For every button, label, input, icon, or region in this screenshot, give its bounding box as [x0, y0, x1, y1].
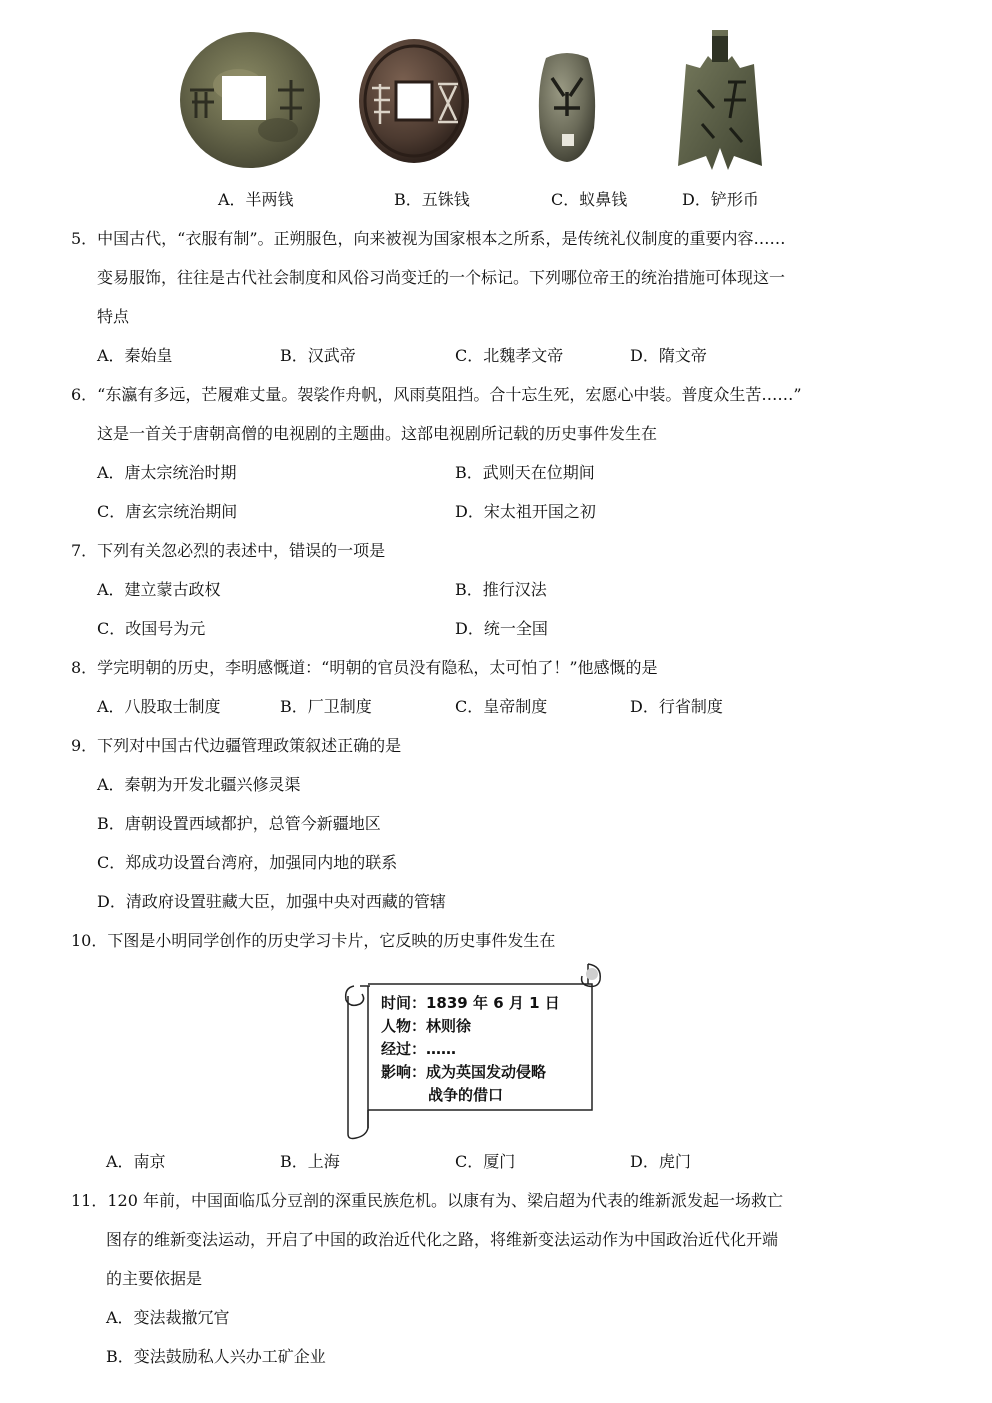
q7-stem-line1: 7．下列有关忽必烈的表述中，错误的一项是 — [71, 541, 386, 560]
spade-coin-image — [672, 28, 768, 172]
card-process: 经过：…… — [381, 1040, 457, 1058]
coin-option-b: B．五铢钱 — [394, 190, 470, 209]
q5-option-d: D．隋文帝 — [630, 346, 707, 365]
q10-option-d: D．虎门 — [630, 1152, 691, 1171]
banliang-coin-image — [178, 30, 322, 170]
q10-option-a: A．南京 — [106, 1152, 166, 1171]
yibi-coin-image — [536, 48, 598, 164]
q8-option-c: C．皇帝制度 — [455, 697, 548, 716]
q6-option-a: A．唐太宗统治时期 — [97, 463, 237, 482]
q8-option-a: A．八股取士制度 — [97, 697, 221, 716]
q8-option-b: B．厂卫制度 — [280, 697, 372, 716]
q7-option-d: D．统一全国 — [455, 619, 548, 638]
q5-option-b: B．汉武帝 — [280, 346, 356, 365]
q5-stem-line3: 特点 — [97, 307, 130, 326]
card-impact-line1: 影响：成为英国发动侵略 — [381, 1063, 547, 1081]
q5-option-c: C．北魏孝文帝 — [455, 346, 564, 365]
q10-stem-line1: 10．下图是小明同学创作的历史学习卡片，它反映的历史事件发生在 — [71, 931, 556, 950]
q5-stem-line1: 5．中国古代，“衣服有制”。正朔服色，向来被视为国家根本之所系，是传统礼仪制度的重要内容…… — [71, 229, 786, 248]
q6-stem-line2: 这是一首关于唐朝高僧的电视剧的主题曲。这部电视剧所记载的历史事件发生在 — [97, 424, 658, 443]
coin-option-d: D．铲形币 — [682, 190, 759, 209]
q8-option-d: D．行省制度 — [630, 697, 723, 716]
q5-stem-line2: 变易服饰，往往是古代社会制度和风俗习尚变迁的一个标记。下列哪位帝王的统治措施可体现这一 — [97, 268, 786, 287]
coin-option-c: C．蚁鼻钱 — [551, 190, 628, 209]
coin-option-a: A．半两钱 — [218, 190, 294, 209]
card-person: 人物：林则徐 — [381, 1017, 472, 1035]
q9-stem-line1: 9．下列对中国古代边疆管理政策叙述正确的是 — [71, 736, 402, 755]
q7-option-a: A．建立蒙古政权 — [97, 580, 221, 599]
q5-option-a: A．秦始皇 — [97, 346, 173, 365]
card-impact-line2: 战争的借口 — [428, 1086, 504, 1104]
q11-option-b: B．变法鼓励私人兴办工矿企业 — [106, 1347, 326, 1366]
q10-option-c: C．厦门 — [455, 1152, 516, 1171]
q10-option-b: B．上海 — [280, 1152, 340, 1171]
q8-stem-line1: 8．学完明朝的历史，李明感慨道：“明朝的官员没有隐私，太可怕了！”他感慨的是 — [71, 658, 658, 677]
q9-option-c: C．郑成功设置台湾府，加强同内地的联系 — [97, 853, 398, 872]
q7-option-c: C．改国号为元 — [97, 619, 206, 638]
q6-option-b: B．武则天在位期间 — [455, 463, 595, 482]
q11-stem-line3: 的主要依据是 — [106, 1269, 203, 1288]
scroll-card-frame — [340, 960, 604, 1142]
q9-option-d: D．清政府设置驻藏大臣，加强中央对西藏的管辖 — [97, 892, 446, 911]
q9-option-b: B．唐朝设置西域都护，总管今新疆地区 — [97, 814, 381, 833]
q7-option-b: B．推行汉法 — [455, 580, 547, 599]
card-time: 时间：1839 年 6 月 1 日 — [381, 994, 560, 1012]
q6-option-d: D．宋太祖开国之初 — [455, 502, 596, 521]
q11-stem-line1: 11．120 年前，中国面临瓜分豆剖的深重民族危机。以康有为、梁启超为代表的维新派发起一场救亡 — [71, 1191, 783, 1210]
q6-stem-line1: 6．“东瀛有多远，芒履难丈量。袈裟作舟帆，风雨莫阻挡。合十忘生死，宏愿心中装。普度众生苦……” — [71, 385, 802, 404]
q11-option-a: A．变法裁撤冗官 — [106, 1308, 230, 1327]
q11-stem-line2: 图存的维新变法运动，开启了中国的政治近代化之路，将维新变法运动作为中国政治近代化开端 — [106, 1230, 779, 1249]
wuzhu-coin-image — [358, 38, 470, 164]
q9-option-a: A．秦朝为开发北疆兴修灵渠 — [97, 775, 301, 794]
q6-option-c: C．唐玄宗统治期间 — [97, 502, 238, 521]
